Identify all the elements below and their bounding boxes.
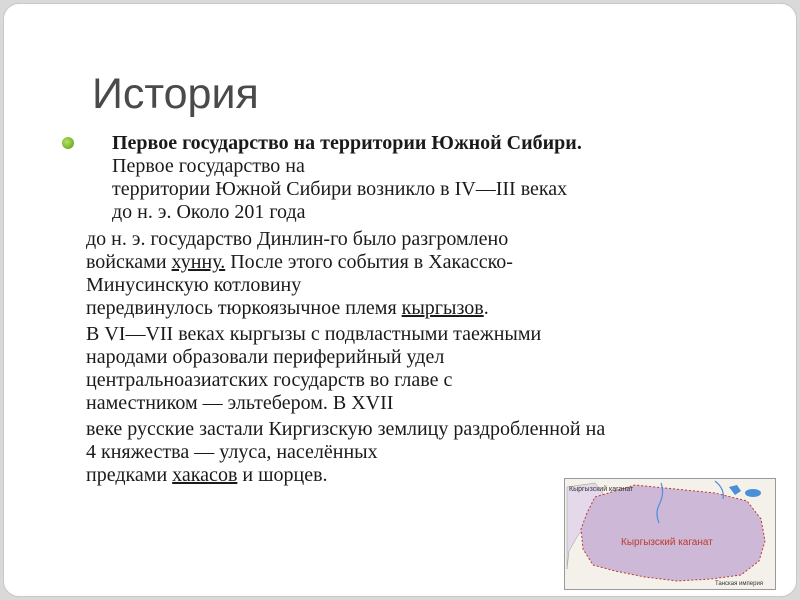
- map-label-main: Кыргызский каганат: [621, 537, 713, 548]
- map-label-bottom-right: Танская империя: [715, 581, 764, 587]
- kyrgyz-khaganate-map[interactable]: [564, 478, 776, 590]
- link-xiongnu[interactable]: хунну.: [171, 251, 226, 273]
- link-kyrgyz[interactable]: кыргызов: [401, 297, 484, 319]
- map-territory: [581, 485, 765, 581]
- text-run: После этого события в Хакасско-: [225, 251, 513, 273]
- link-khakas[interactable]: хакасов: [172, 464, 238, 486]
- paragraph-3-line: наместником — эльтебером. В XVII: [86, 392, 394, 414]
- slide-frame: [3, 3, 797, 597]
- text-run: .: [483, 297, 489, 319]
- slide-title: История: [92, 70, 259, 118]
- text-run: и шорцев.: [237, 464, 328, 486]
- text-run: войсками: [86, 251, 172, 273]
- paragraph-1-line: Первое государство на: [112, 155, 305, 177]
- text-run: предками: [86, 464, 173, 486]
- paragraph-1-line: территории Южной Сибири возникло в IV—III веках: [112, 178, 568, 200]
- bullet-icon: [62, 137, 74, 149]
- paragraph-4-line: 4 княжества — улуса, населённых: [86, 441, 378, 463]
- paragraph-1: [86, 132, 746, 224]
- paragraph-2: [86, 228, 746, 320]
- paragraph-4: [86, 418, 746, 487]
- paragraph-1-heading: Первое государство на территории Южной Сибири.: [112, 132, 582, 154]
- paragraph-3-line: народами образовали периферийный удел: [86, 346, 445, 368]
- map-lake: [745, 489, 761, 497]
- paragraph-3-line: центральноазиатских государств во главе с: [86, 369, 453, 391]
- paragraph-4-line: веке русские застали Киргизскую землицу раздробленной на: [86, 418, 606, 440]
- text-run: передвинулось тюркоязычное племя: [86, 297, 402, 319]
- paragraph-2-line: [86, 251, 746, 274]
- paragraph-1-line: до н. э. Около 201 года: [112, 201, 306, 223]
- paragraph-3: [86, 323, 746, 415]
- map-svg: [565, 479, 775, 589]
- paragraph-2-line: [86, 297, 746, 320]
- paragraph-3-line: В VI—VII веках кыргызы с подвластными таежными: [86, 323, 542, 345]
- paragraph-2-line: Минусинскую котловину: [86, 274, 302, 296]
- paragraph-2-line: до н. э. государство Динлин-го было разгромлено: [86, 228, 509, 250]
- map-label-top-left: Кыргызский каганат: [569, 486, 634, 493]
- slide-content: [86, 132, 746, 490]
